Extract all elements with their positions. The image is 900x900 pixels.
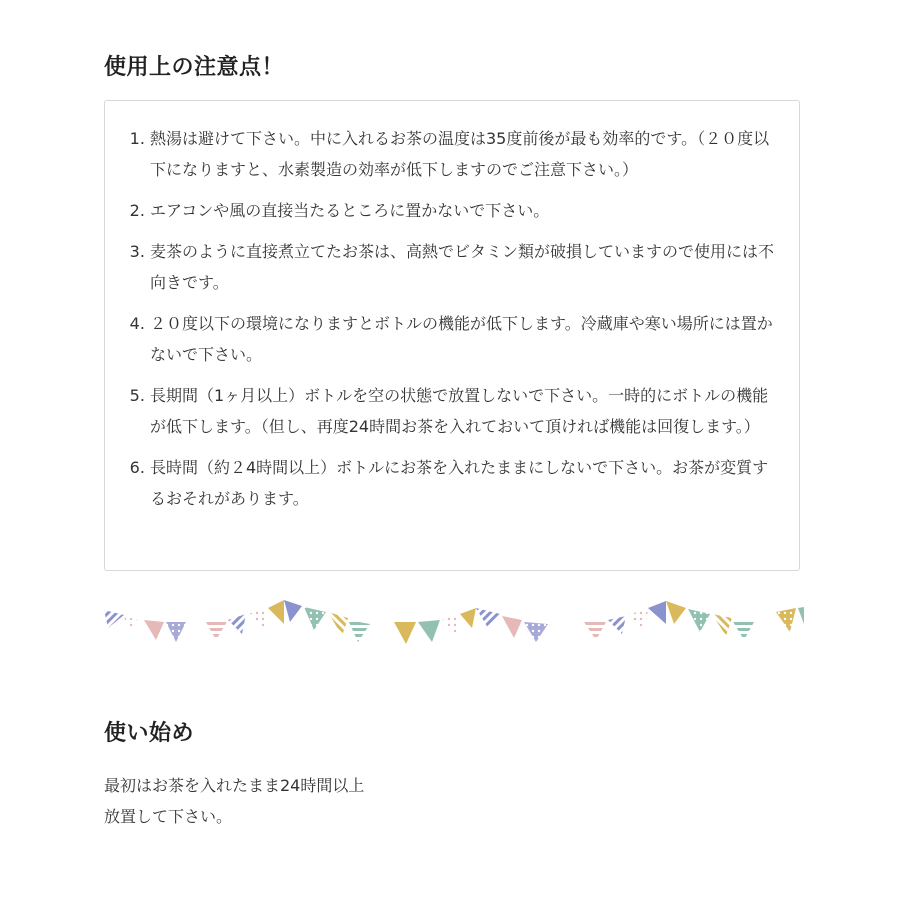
start-heading: 使い始め — [104, 721, 195, 746]
note-item-3: 3. 麦茶のように直接煮立てたお茶は、高熱でビタミン類が破損していますので使用には不向きです。 — [150, 236, 781, 298]
notes-heading: 使用上の注意点！ — [104, 55, 285, 80]
note-item-1: 1. 熱湯は避けて下さい。中に入れるお茶の温度は35度前後が最も効率的です。（２０度以下になりますと、水素製造の効率が低下しますのでご注意下さい。） — [150, 123, 781, 185]
start-line-1: 最初はお茶を入れたまま24時間以上 — [104, 776, 365, 795]
note-item-6: 6. 長時間（約２4時間以上）ボトルにお茶を入れたままにしないで下さい。お茶が変質するおそれがあります。 — [150, 452, 781, 514]
notes-box — [104, 100, 800, 571]
start-line-2: 放置して下さい。 — [104, 807, 233, 826]
bunting-divider — [104, 598, 804, 650]
note-item-4: 4. ２０度以下の環境になりますとボトルの機能が低下します。冷蔵庫や寒い場所には置かないで下さい。 — [150, 308, 781, 370]
start-paragraph — [104, 770, 364, 832]
note-item-2: 2. エアコンや風の直接当たるところに置かないで下さい。 — [150, 195, 781, 226]
note-item-5: 5. 長期間（1ヶ月以上）ボトルを空の状態で放置しないで下さい。一時的にボトルの機能が低下します。（但し、再度24時間お茶を入れておいて頂ければ機能は回復します。） — [150, 380, 781, 442]
notes-list — [105, 101, 799, 514]
